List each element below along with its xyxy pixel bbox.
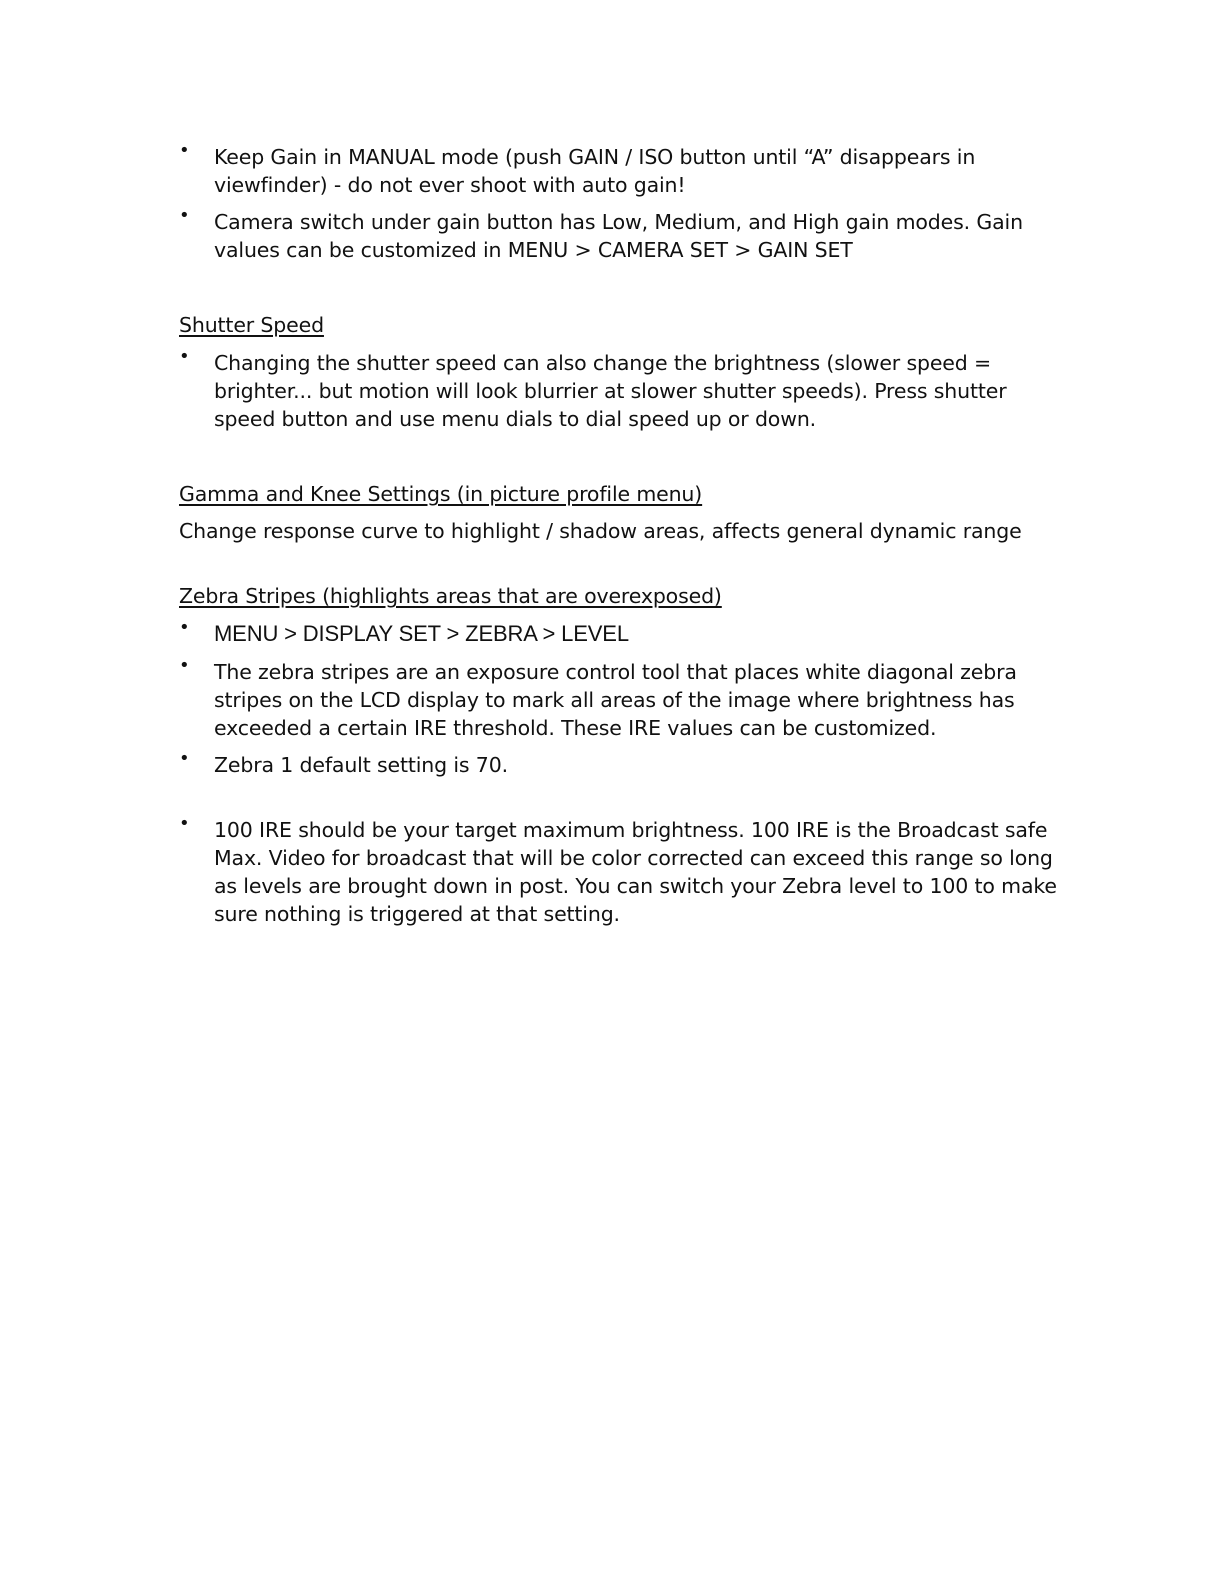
gamma-knee-body: Change response curve to highlight / shadow areas, affects general dynamic range	[179, 519, 1022, 543]
bullet-text: The zebra stripes are an exposure control tool that places white diagonal zebra stripes on the LCD display to mark all areas of the image where brightness has exceeded a certain IRE threshold. These IRE values can be customized.	[214, 660, 1017, 740]
bullet-text: Camera switch under gain button has Low, Medium, and High gain modes. Gain values can be customized in MENU > CAMERA SET > GAIN SET	[214, 210, 1023, 262]
bullet-text: Keep Gain in MANUAL mode (push GAIN / ISO button until “A” disappears in viewfinder) - do not ever shoot with auto gain!	[214, 145, 976, 197]
bullet-text: Changing the shutter speed can also change the brightness (slower speed = brighter... but motion will look blurrier at slower shutter speeds). Press shutter speed button and use menu dials to dial speed up or down.	[214, 351, 1007, 431]
bullet-icon: •	[179, 813, 190, 834]
zebra-stripes-heading: Zebra Stripes (highlights areas that are overexposed)	[179, 584, 722, 608]
gamma-knee-heading: Gamma and Knee Settings (in picture profile menu)	[179, 482, 703, 506]
bullet-icon: •	[179, 655, 190, 676]
shutter-speed-heading: Shutter Speed	[179, 313, 324, 337]
bullet-icon: •	[179, 140, 190, 161]
bullet-icon: •	[179, 346, 190, 367]
bullet-text: Zebra 1 default setting is 70.	[214, 753, 508, 777]
bullet-text: MENU > DISPLAY SET > ZEBRA > LEVEL	[214, 621, 629, 646]
bullet-icon: •	[179, 617, 190, 638]
bullet-icon: •	[179, 748, 190, 769]
bullet-text: 100 IRE should be your target maximum brightness. 100 IRE is the Broadcast safe Max. Video for broadcast that will be color corrected can exceed this range so long as levels are brought down in post. You can switch your Zebra level to 100 to make sure nothing is triggered at that setting.	[214, 818, 1057, 926]
bullet-icon: •	[179, 205, 190, 226]
